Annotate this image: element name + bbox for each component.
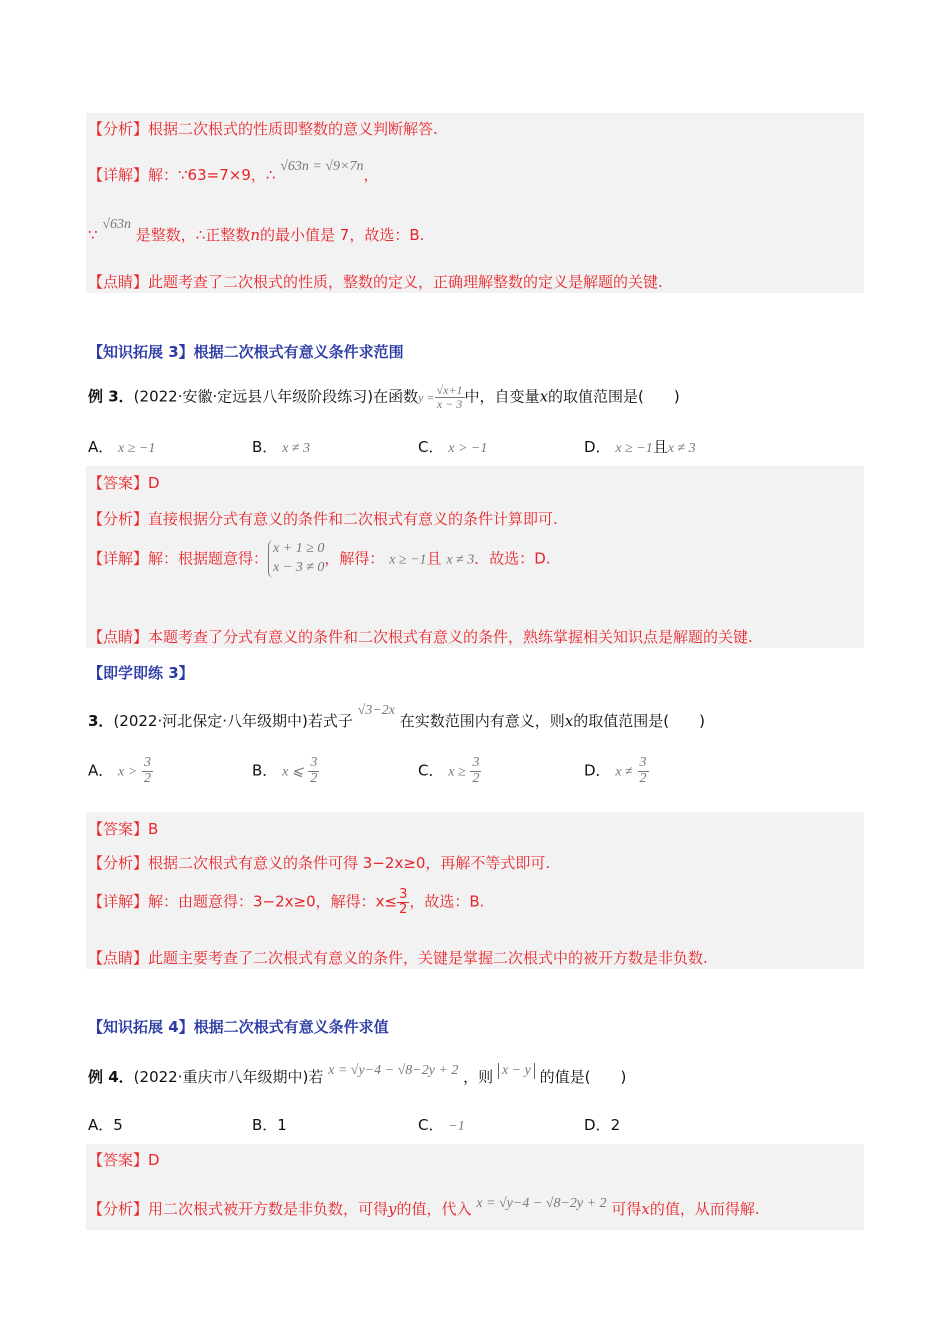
- section-heading-ext4: 【知识拓展 4】根据二次根式有意义条件求值: [88, 1018, 389, 1036]
- option-b[interactable]: B． x ⩽ $\frac{3}{2}$: [252, 755, 318, 786]
- answer-practice3: 【答案】B: [88, 820, 159, 838]
- analysis-1: 【分析】根据二次根式的性质即整数的意义判断解答.: [88, 120, 438, 138]
- analysis-practice3: 【分析】根据二次根式有意义的条件可得 3−2x≥0，再解不等式即可.: [88, 854, 551, 872]
- analysis-ext3: 【分析】直接根据分式有意义的条件和二次根式有意义的条件计算即可.: [88, 510, 558, 528]
- comment-label: 【点睛】: [88, 273, 149, 291]
- solution-box-1: [86, 113, 864, 293]
- option-c[interactable]: C． x ≥ $\frac{3}{2}$: [418, 755, 480, 786]
- detail-equation: √63n = √9×7n: [280, 159, 364, 174]
- comment-1: 【点睛】此题考查了二次根式的性质，整数的定义，正确理解整数的定义是解题的关键.: [88, 273, 663, 291]
- option-d[interactable]: D． x ≥ −1且x ≠ 3: [584, 438, 696, 456]
- option-d[interactable]: D．2: [584, 1116, 621, 1134]
- example-4: 例 4．(2022·重庆市八年级期中)若 x = √y−4 − √8−2y + 2 ，则 x − y 的值是( ): [88, 1063, 627, 1086]
- option-c[interactable]: C． x > −1: [418, 438, 488, 456]
- section-heading-practice3: 【即学即练 3】: [88, 664, 194, 682]
- analysis-ext4: 【分析】用二次根式被开方数是非负数，可得y的值，代入 x = √y−4 − √8−2y + 2 可得x的值，从而得解.: [88, 1196, 760, 1218]
- equation-system: x + 1 ≥ 0 x − 3 ≠ 0: [268, 540, 324, 578]
- answer-ext3: 【答案】D: [88, 474, 160, 492]
- section-heading-ext3: 【知识拓展 3】根据二次根式有意义条件求范围: [88, 343, 404, 361]
- detail-practice3: 【详解】解：由题意得：3−2x≥0，解得：x≤ $\frac{3}{2}$ ，故选：B.: [88, 887, 485, 917]
- option-b[interactable]: B．1: [252, 1116, 287, 1134]
- analysis-label: 【分析】: [88, 120, 149, 138]
- option-b[interactable]: B． x ≠ 3: [252, 438, 310, 456]
- option-a[interactable]: A． x > $\frac{3}{2}$: [88, 755, 151, 786]
- option-a[interactable]: A．5: [88, 1116, 123, 1134]
- option-c[interactable]: C． −1: [418, 1116, 465, 1134]
- example-3: 例 3．(2022·安徽·定远县八年级阶段练习)在函数y = $\frac{√x+1}{x - 3}$ 中，自变量x的取值范围是( ): [88, 383, 680, 411]
- detail-label: 【详解】: [88, 166, 149, 184]
- answer-ext4: 【答案】D: [88, 1151, 160, 1169]
- function-fraction: $\frac{√x+1}{x - 3}$: [436, 383, 463, 411]
- comment-practice3: 【点睛】此题主要考查了二次根式有意义的条件，关键是掌握二次根式中的被开方数是非负数.: [88, 949, 708, 967]
- detail-1: 【详解】解：∵63=7×9，∴ √63n = √9×7n，: [88, 159, 379, 184]
- option-d[interactable]: D． x ≠ $\frac{3}{2}$: [584, 755, 647, 786]
- option-a[interactable]: A． x ≥ −1: [88, 438, 156, 456]
- detail-ext3: 【详解】解：根据题意得：x + 1 ≥ 0 x − 3 ≠ 0，解得： x ≥ −1且 x ≠ 3．故选：D.: [88, 540, 551, 578]
- because-line: ∵ √63n 是整数，∴正整数n的最小值是 7，故选：B.: [88, 217, 425, 244]
- comment-ext3: 【点睛】本题考查了分式有意义的条件和二次根式有意义的条件，熟练掌握相关知识点是解题的关键.: [88, 628, 753, 646]
- question-3: 3．(2022·河北保定·八年级期中)若式子 √3−2x 在实数范围内有意义，则x的取值范围是( ): [88, 703, 705, 730]
